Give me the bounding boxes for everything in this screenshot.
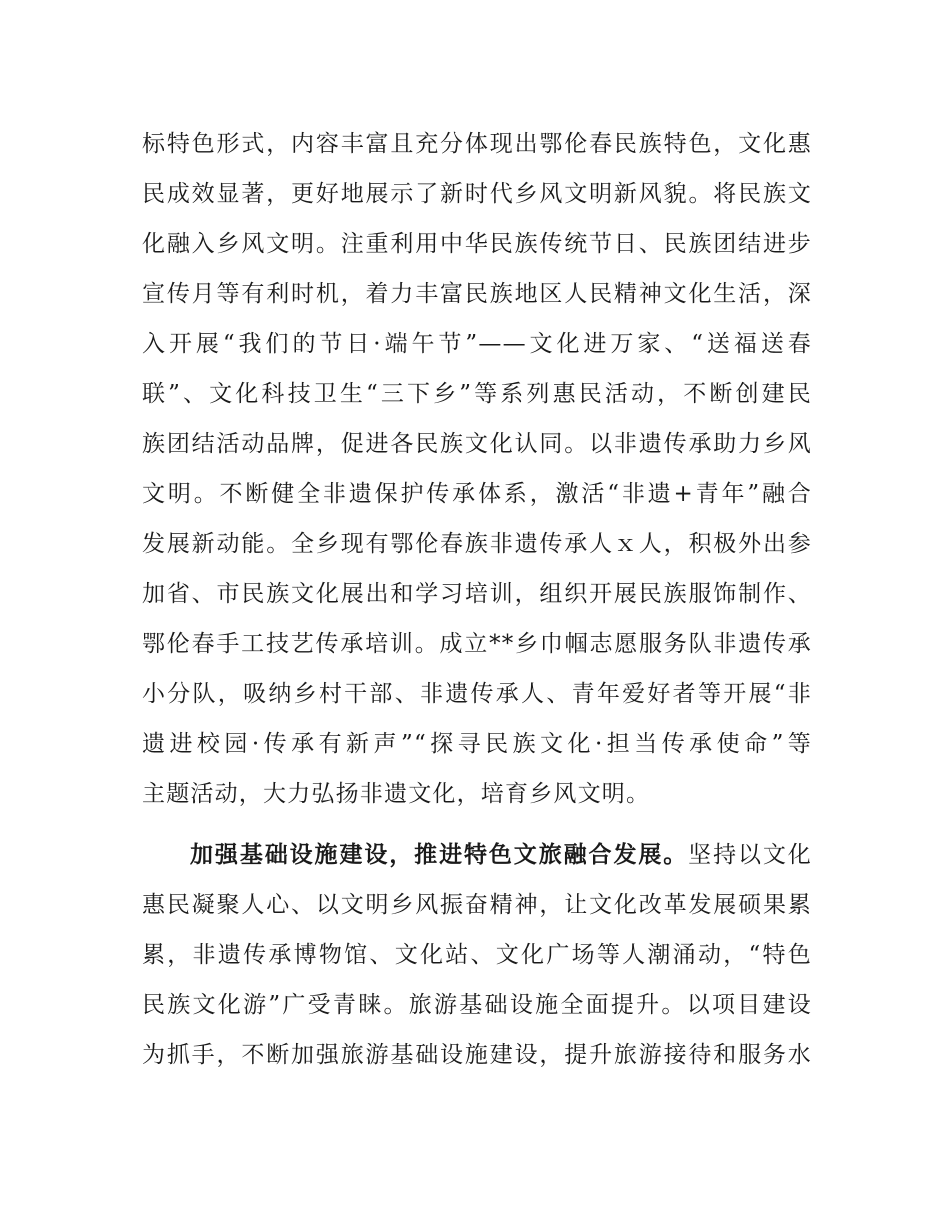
text-line: 发展新动能。全乡现有鄂伦春族非遗传承人ｘ人，积极外出参 bbox=[142, 531, 812, 557]
paragraph-culture bbox=[142, 119, 812, 819]
text-line: 为抓手，不断加强旅游基础设施建设，提升旅游接待和服务水 bbox=[142, 1042, 812, 1068]
text-line: 惠民凝聚人心、以文明乡风振奋精神，让文化改革发展硕果累 bbox=[142, 892, 812, 918]
text-line: 民成效显著，更好地展示了新时代乡风文明新风貌。将民族文 bbox=[142, 181, 812, 207]
text-line: 入开展“我们的节日·端午节”——文化进万家、“送福送春 bbox=[142, 331, 812, 357]
text-line: 累，非遗传承博物馆、文化站、文化广场等人潮涌动，“特色 bbox=[142, 942, 812, 968]
text-line: 族团结活动品牌，促进各民族文化认同。以非遗传承助力乡风 bbox=[142, 431, 812, 457]
text-line: 小分队，吸纳乡村干部、非遗传承人、青年爱好者等开展“非 bbox=[142, 681, 812, 707]
heading-continuation: 坚持以文化 bbox=[688, 842, 813, 868]
text-line: 民族文化游”广受青睐。旅游基础设施全面提升。以项目建设 bbox=[142, 992, 812, 1018]
text-line: 加省、市民族文化展出和学习培训，组织开展民族服饰制作、 bbox=[142, 581, 812, 607]
text-line: 化融入乡风文明。注重利用中华民族传统节日、民族团结进步 bbox=[142, 231, 812, 257]
paragraph-infrastructure bbox=[142, 830, 812, 1080]
paragraph-heading: 加强基础设施建设，推进特色文旅融合发展。 bbox=[190, 842, 689, 868]
text-line: 宣传月等有利时机，着力丰富民族地区人民精神文化生活，深 bbox=[142, 281, 812, 307]
text-line: 联”、文化科技卫生“三下乡”等系列惠民活动，不断创建民 bbox=[142, 381, 812, 407]
text-line: 标特色形式，内容丰富且充分体现出鄂伦春民族特色，文化惠 bbox=[142, 131, 812, 157]
text-line: 遗进校园·传承有新声”“探寻民族文化·担当传承使命”等 bbox=[142, 731, 813, 757]
text-line: 主题活动，大力弘扬非遗文化，培育乡风文明。 bbox=[142, 781, 651, 807]
text-line: 鄂伦春手工技艺传承培训。成立**乡巾帼志愿服务队非遗传承 bbox=[142, 631, 812, 657]
text-line-first bbox=[142, 830, 812, 880]
text-line: 文明。不断健全非遗保护传承体系，激活“非遗+青年”融合 bbox=[142, 481, 812, 507]
